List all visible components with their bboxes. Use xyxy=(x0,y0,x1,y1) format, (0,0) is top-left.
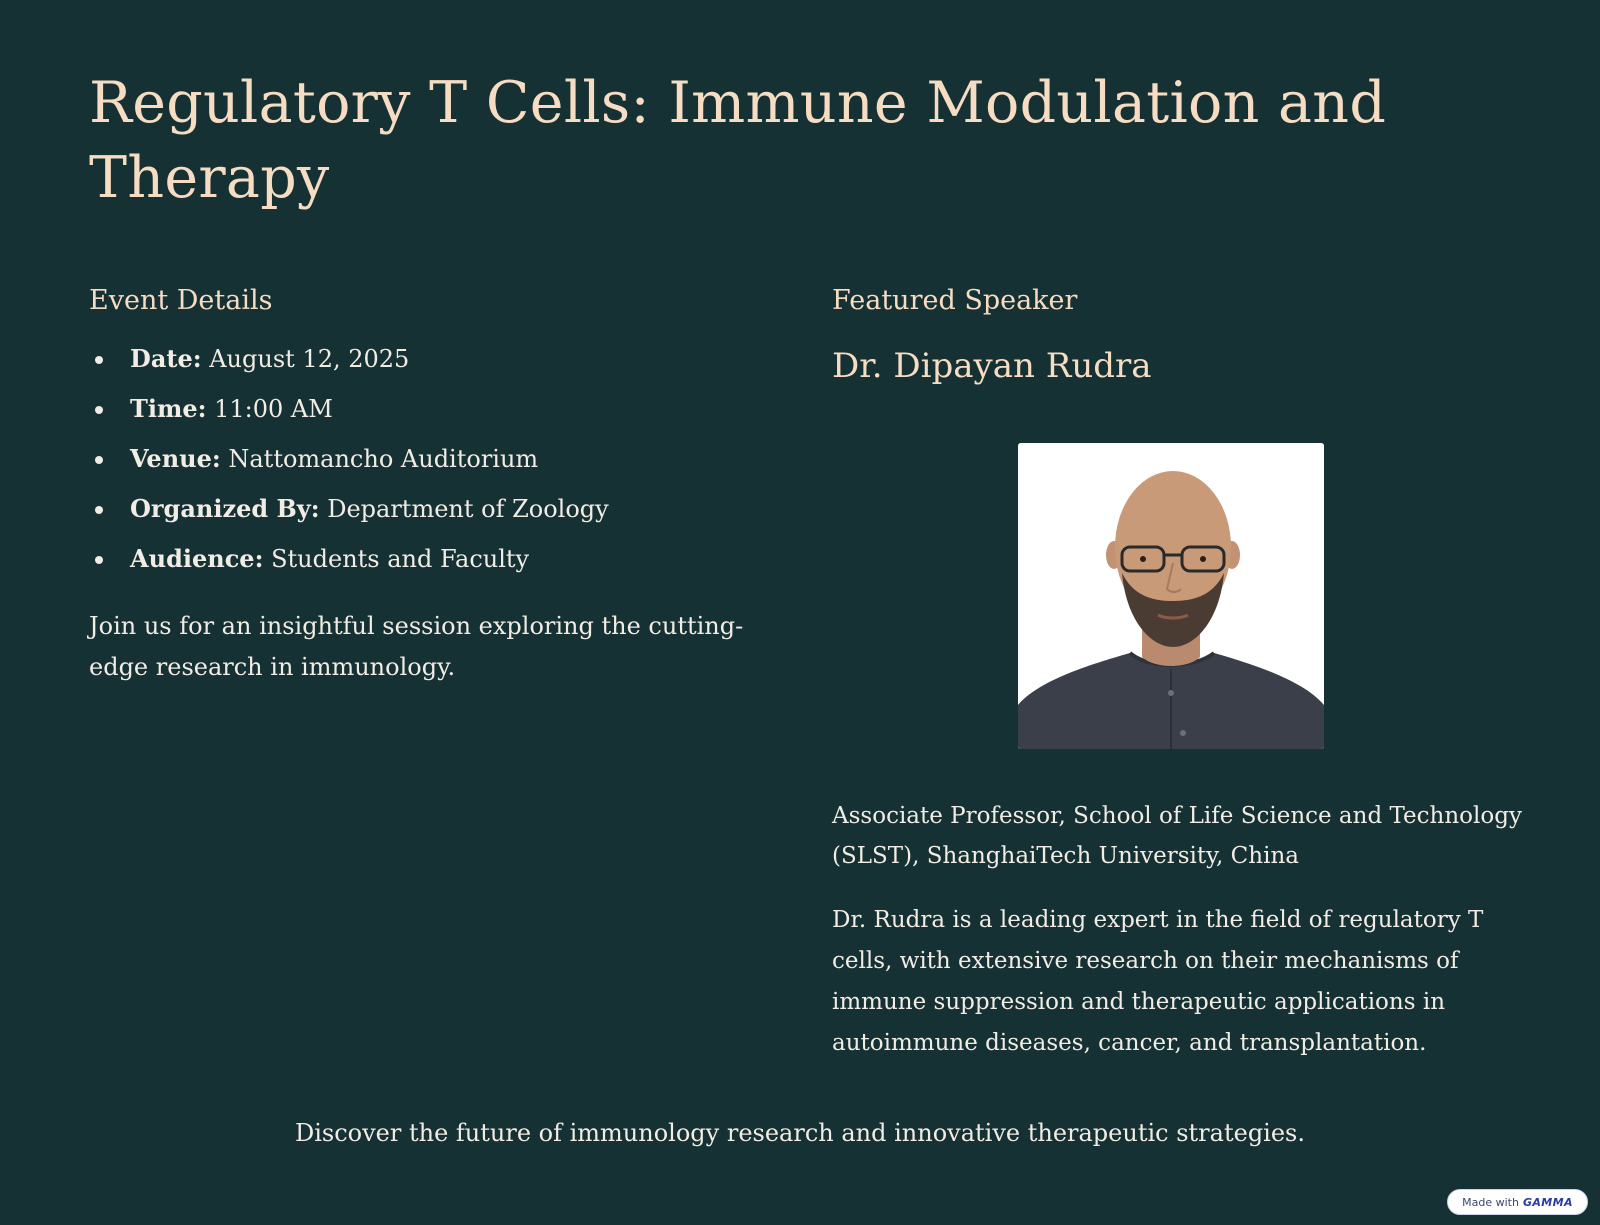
badge-label: Made with xyxy=(1462,1195,1519,1209)
detail-key: Time: xyxy=(130,394,207,423)
bullet-icon xyxy=(95,406,103,414)
list-item xyxy=(89,492,789,542)
list-item xyxy=(89,392,789,442)
speaker-photo-icon xyxy=(1018,443,1324,749)
speaker-portrait xyxy=(1018,443,1324,749)
featured-speaker-section xyxy=(832,282,1522,1056)
bullet-icon xyxy=(95,356,103,364)
detail-value: Students and Faculty xyxy=(271,545,530,573)
detail-value: August 12, 2025 xyxy=(209,345,410,373)
bullet-icon xyxy=(95,506,103,514)
event-details-list xyxy=(89,342,789,592)
detail-key: Venue: xyxy=(130,444,221,473)
event-details-section xyxy=(89,282,789,688)
speaker-role: Associate Professor, School of Life Science and Technology (SLST), ShanghaiTech University, China xyxy=(832,803,1522,869)
list-item xyxy=(89,442,789,492)
gamma-logo: GAMMA xyxy=(1522,1195,1573,1209)
detail-key: Date: xyxy=(130,344,202,373)
footer-tagline: Discover the future of immunology research and innovative therapeutic strategies. xyxy=(294,1119,1305,1147)
featured-speaker-heading: Featured Speaker xyxy=(832,285,1078,316)
page-title: Regulatory T Cells: Immune Modulation and Therapy xyxy=(89,70,1387,211)
list-item xyxy=(89,542,789,592)
list-item xyxy=(89,342,789,392)
detail-value: Department of Zoology xyxy=(327,495,609,523)
event-intro-text: Join us for an insightful session exploring the cutting-edge research in immunology. xyxy=(89,612,744,681)
bullet-icon xyxy=(95,456,103,464)
event-details-heading: Event Details xyxy=(89,285,273,316)
bullet-icon xyxy=(95,556,103,564)
detail-value: 11:00 AM xyxy=(214,395,333,423)
speaker-bio: Dr. Rudra is a leading expert in the field of regulatory T cells, with extensive research on their mechanisms of immune suppression and therapeutic applications in autoimmune diseases, cancer, and transplantation. xyxy=(832,907,1484,1056)
speaker-name: Dr. Dipayan Rudra xyxy=(832,346,1152,386)
detail-value: Nattomancho Auditorium xyxy=(228,445,539,473)
made-with-gamma-badge[interactable] xyxy=(1447,1189,1588,1215)
detail-key: Audience: xyxy=(130,544,264,573)
detail-key: Organized By: xyxy=(130,494,320,523)
